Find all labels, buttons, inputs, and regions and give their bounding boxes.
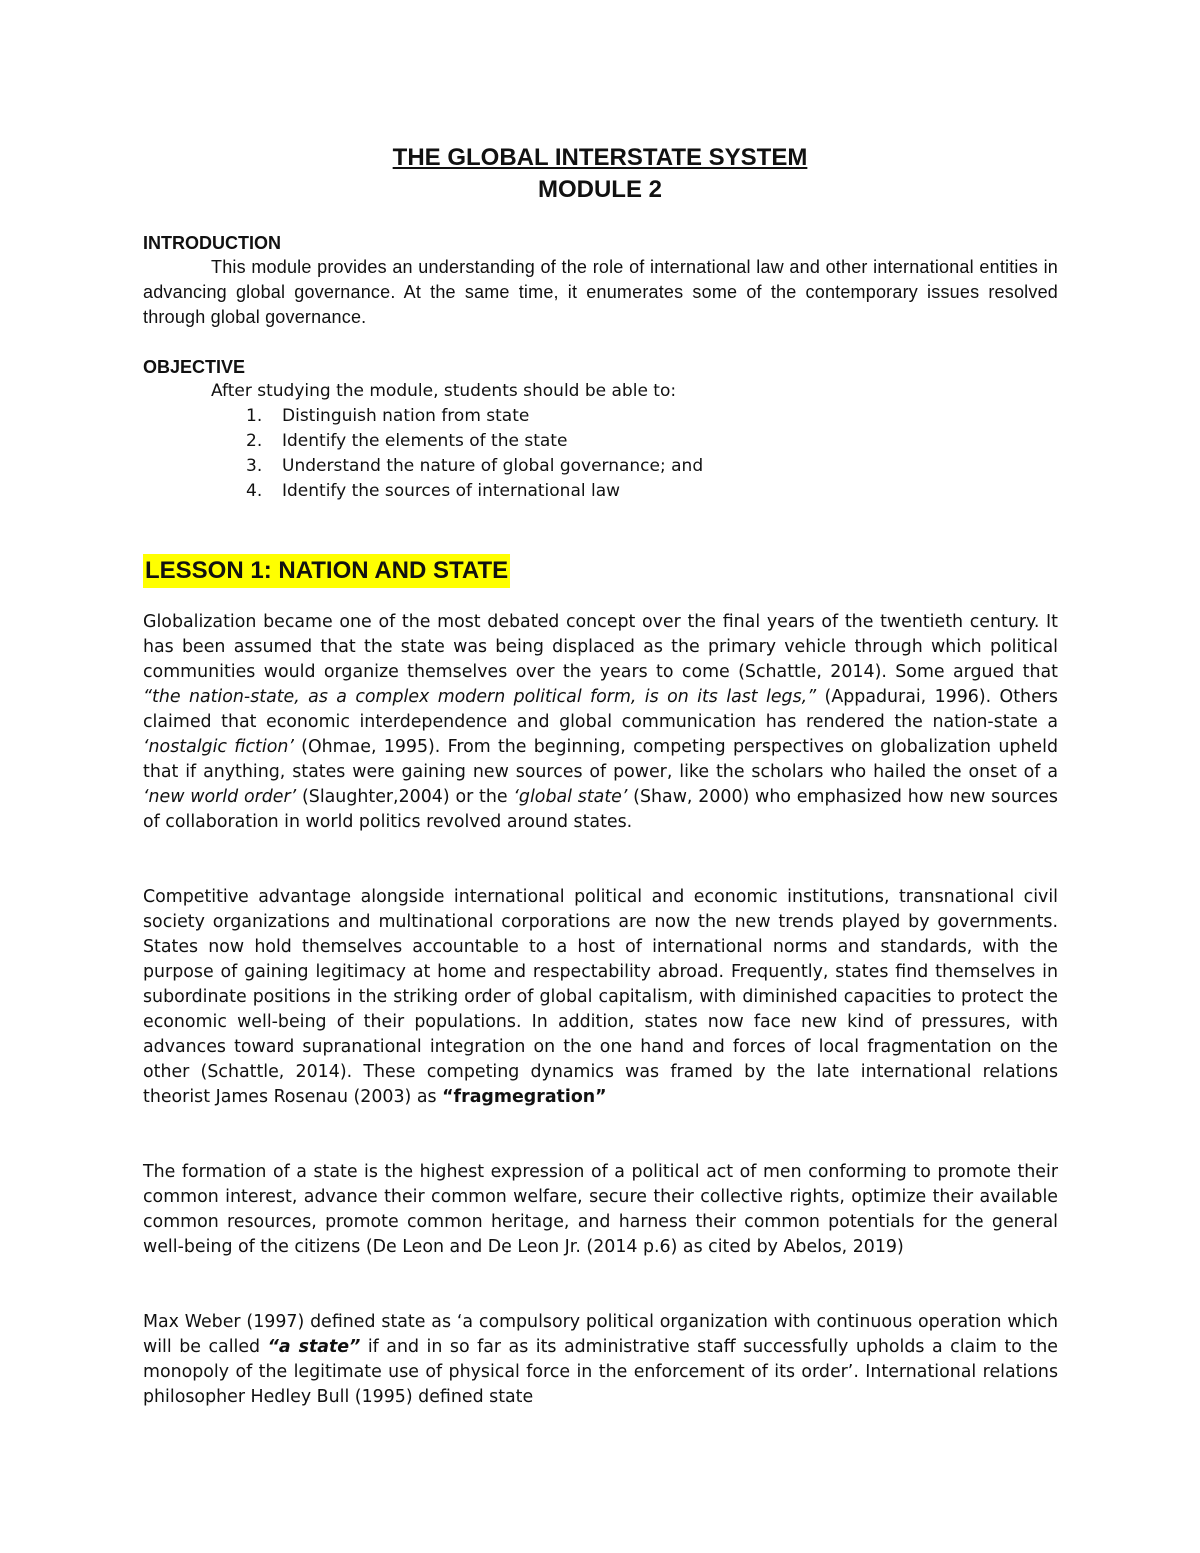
term-bold-italic: “a state” [267, 1337, 361, 1357]
text-run: Globalization became one of the most debated concept over the final years of the twentieth century. It has been assumed that the state was being displaced as the primary vehicle through which political communities would organize themselves over the years to come (Schattle, 2014). Some argued that [143, 612, 1058, 682]
text-run: (Shaw, 2000) who emphasized how new sources of collaboration in world politics revolved around states. [143, 787, 1058, 832]
list-number: 3. [246, 456, 263, 476]
quote-italic: ‘new world order’ [143, 787, 297, 807]
introduction-heading: INTRODUCTION [143, 233, 281, 253]
paragraph-state-formation: The formation of a state is the highest expression of a political act of men conforming to promote their common interest, advance their common welfare, secure their collective rights, optimize their available common resources, promote common heritage, and harness their common potentials for the general well-being of the citizens (De Leon and De Leon Jr. (2014 p.6) as cited by Abelos, 2019) [143, 1162, 1058, 1257]
list-text: Identify the sources of international law [282, 481, 621, 501]
introduction-section [143, 231, 1058, 330]
list-text: Identify the elements of the state [282, 431, 568, 451]
module-label: MODULE 2 [537, 176, 662, 203]
title-block [0, 143, 1200, 207]
lesson-heading: LESSON 1: NATION AND STATE [143, 554, 510, 588]
list-item [246, 479, 1058, 504]
list-text: Distinguish nation from state [282, 406, 530, 426]
objective-lead: After studying the module, students should be able to: [211, 381, 677, 401]
text-run: (Appadurai, 1996). Others claimed that economic interdependence and global communication has rendered the nation-state a [143, 687, 1058, 732]
paragraph-max-weber [143, 1310, 1058, 1410]
paragraph-competitive-advantage [143, 885, 1058, 1110]
objective-list [143, 404, 1058, 504]
introduction-text: This module provides an understanding of the role of international law and other international entities in advancing global governance. At the same time, it enumerates some of the contemporary issues resolved through global governance. [143, 257, 1058, 327]
document-title: THE GLOBAL INTERSTATE SYSTEM [392, 144, 808, 171]
quote-italic: ‘nostalgic fiction’ [143, 737, 294, 757]
quote-italic: “the nation-state, as a complex modern political form, is on its last legs,” [143, 687, 817, 707]
list-item [246, 429, 1058, 454]
list-number: 4. [246, 481, 263, 501]
term-bold: “fragmegration” [442, 1087, 607, 1107]
list-text: Understand the nature of global governance; and [282, 456, 704, 476]
text-run: Max Weber (1997) defined state as ‘a compulsory political organization with continuous operation which will be called [143, 1312, 1058, 1357]
text-run: Competitive advantage alongside international political and economic institutions, transnational civil society organizations and multinational corporations are now the new trends played by governments. States now hold themselves accountable to a host of international norms and standards, with the purpose of gaining legitimacy at home and respectability abroad. Frequently, states find themselves in subordinate positions in the striking order of global capitalism, with diminished capacities to protect the economic well-being of their populations. In addition, states now face new kind of pressures, with advances toward supranational integration on the one hand and forces of local fragmentation on the other (Schattle, 2014). These competing dynamics was framed by the late international relations theorist James Rosenau (2003) as [143, 887, 1058, 1107]
quote-italic: ‘global state’ [513, 787, 628, 807]
paragraph-globalization [143, 610, 1058, 835]
text-run: (Slaughter,2004) or the [296, 787, 514, 807]
text-run: (Ohmae, 1995). From the beginning, competing perspectives on globalization upheld that if anything, states were gaining new sources of power, like the scholars who hailed the onset of a [143, 737, 1058, 782]
objective-heading: OBJECTIVE [143, 357, 246, 377]
list-number: 2. [246, 431, 263, 451]
list-number: 1. [246, 406, 263, 426]
list-item [246, 454, 1058, 479]
list-item [246, 404, 1058, 429]
text-run: if and in so far as its administrative staff successfully upholds a claim to the monopoly of the legitimate use of physical force in the enforcement of its order’. International relations philosopher Hedley Bull (1995) defined state [143, 1337, 1058, 1407]
objective-section [143, 355, 1058, 504]
